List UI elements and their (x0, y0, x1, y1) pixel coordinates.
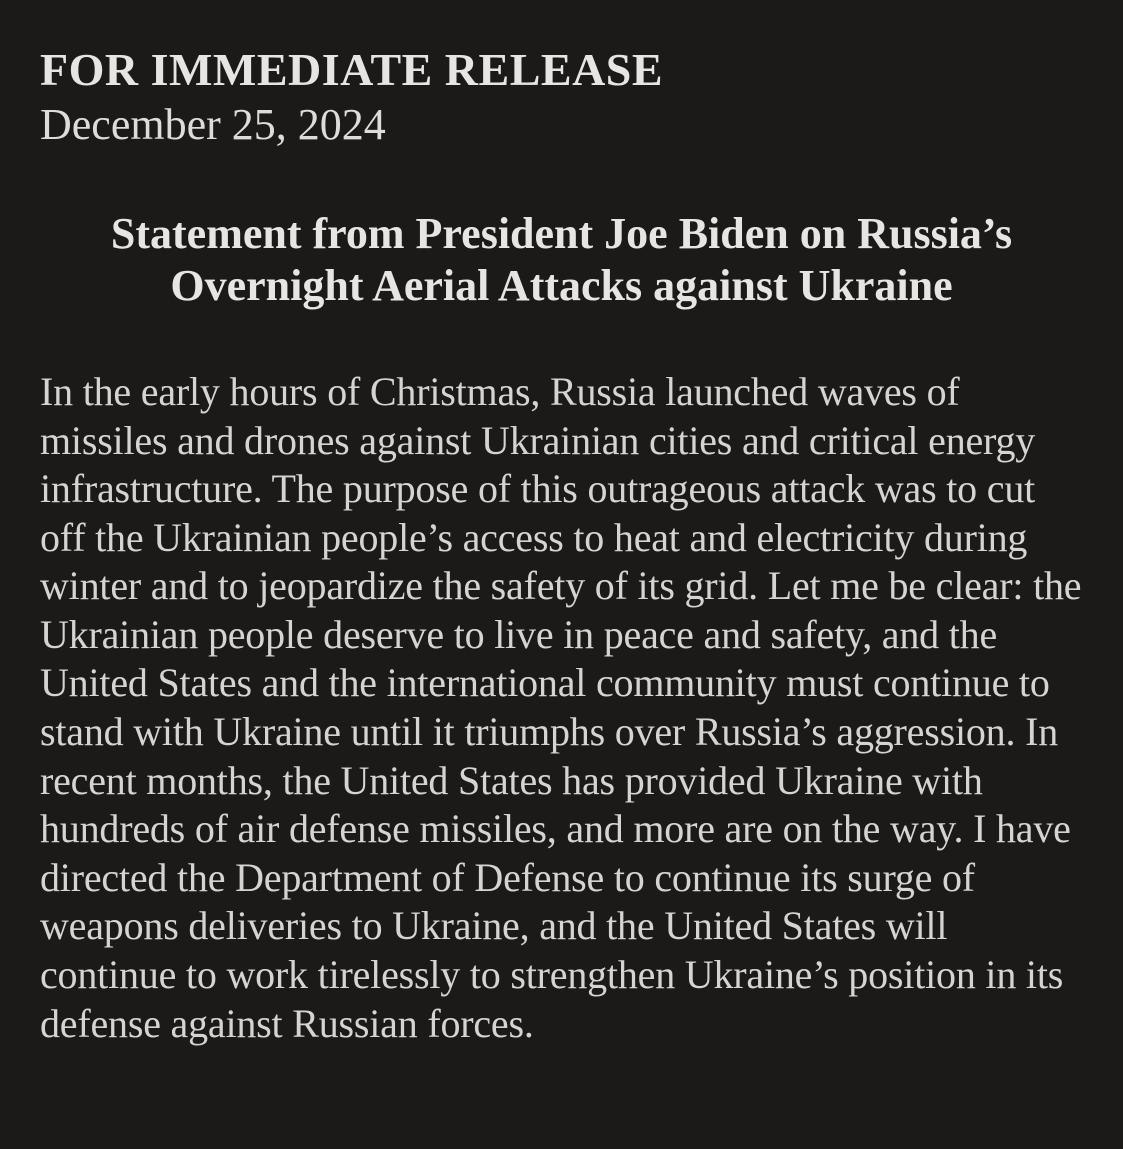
statement-title (40, 208, 1083, 312)
release-header (40, 44, 1083, 150)
statement-body: In the early hours of Christmas, Russia launched waves of missiles and drones against Ukrainian cities and critical energy infrastructure. The purpose of this outrageous attack was to cut off the Ukrainian people’s access to heat and electricity during winter and to jeopardize the safety of its grid. Let me be clear: the Ukrainian people deserve to live in peace and safety, and the United States and the international community must continue to stand with Ukraine until it triumphs over Russia’s aggression. In recent months, the United States has provided Ukraine with hundreds of air defense missiles, and more are on the way. I have directed the Department of Defense to continue its surge of weapons deliveries to Ukraine, and the United States will continue to work tirelessly to strengthen Ukraine’s position in its defense against Russian forces. (40, 368, 1082, 1046)
release-label: FOR IMMEDIATE RELEASE (40, 44, 664, 95)
statement-title-line-1: Statement from President Joe Biden on Russia’s (110, 209, 1013, 259)
statement-title-line-2: Overnight Aerial Attacks against Ukraine (170, 261, 953, 311)
release-date: December 25, 2024 (40, 99, 386, 149)
